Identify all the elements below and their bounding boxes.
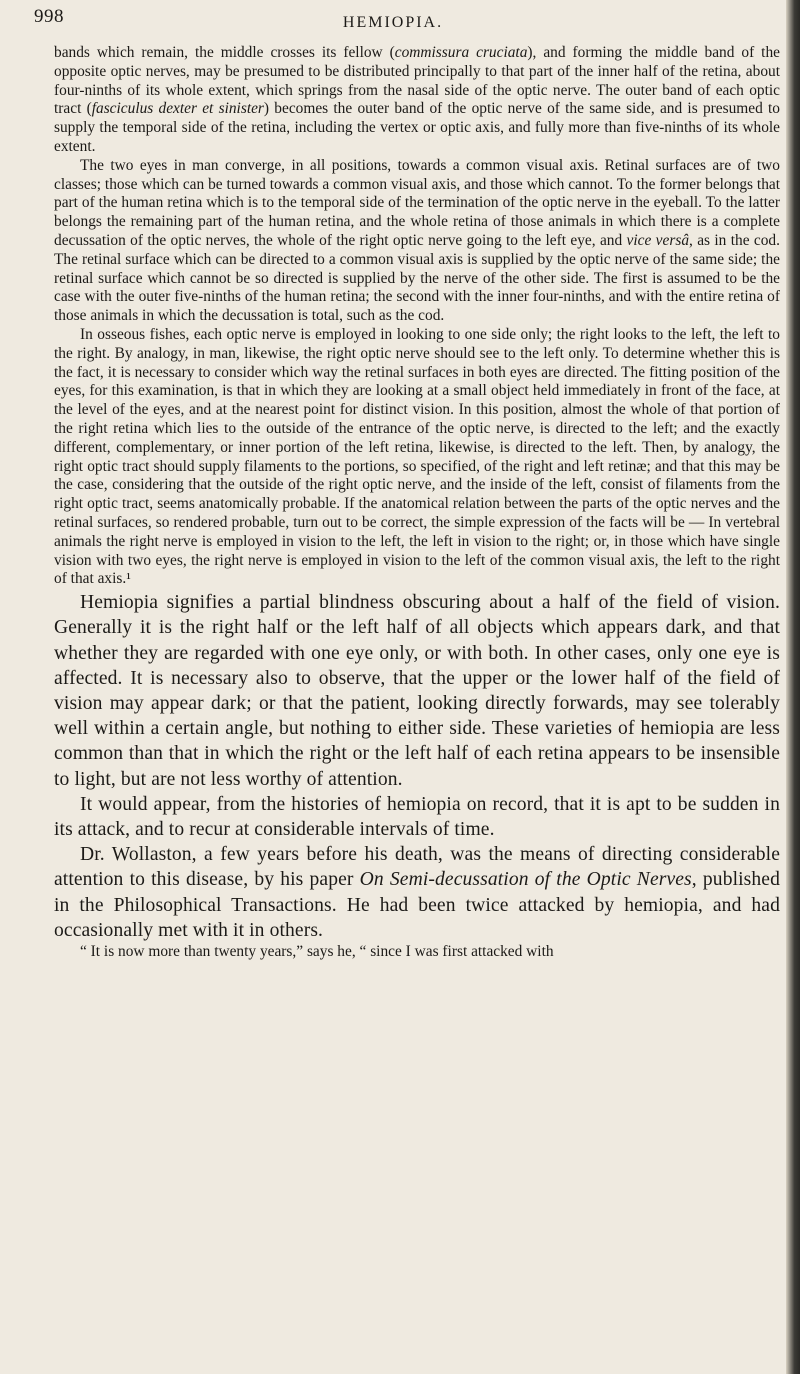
paragraph: Dr. Wollaston, a few years before his death, was the means of directing considerable attention to this disease, by his paper On Semi-decussation of the Optic Nerves, published in the Philosophical Transactions. He had been twice attacked by hemiopia, and had occasionally met with it in others.	[54, 844, 780, 941]
page-number: 998	[34, 6, 64, 27]
page-edge-shadow	[786, 0, 800, 1374]
page-header	[0, 6, 786, 40]
paragraph: In osseous fishes, each optic nerve is employed in looking to one side only; the right looks to the left, the left to the right. By analogy, in man, likewise, the right optic nerve should see to the left only. To determine whether this is the fact, it is necessary to consider which way the retinal surfaces in both eyes are directed. The fitting position of the eyes, for this examination, is that in which they are looking at a small object held immediately in front of the face, at the level of the eyes, and at the nearest point for distinct vision. In this position, almost the whole of that portion of the right retina which lies to the outside of the entrance of the optic nerve, is directed to the left; and the exactly different, complementary, or inner portion of the left retina, likewise, is directed to the left. Then, by analogy, the right optic tract should supply filaments to the portions, so specified, of the right and left retinæ; and that this may be the case, considering that the outside of the right optic nerve, and the inside of the left, consist of filaments from the right optic tract, seems anatomically probable. If the anatomical relation between the parts of the optic nerves and the retinal surfaces, so rendered probable, turn out to be correct, the simple expression of the facts will be — In vertebral animals the right nerve is employed in vision to the left, the left in vision to the right; or, in those which have single vision with two eyes, the right nerve is employed in vision to the left of the common visual axis, the left to the right of that axis.¹	[54, 325, 780, 588]
large-type-section	[54, 590, 780, 943]
paragraph: The two eyes in man converge, in all positions, towards a common visual axis. Retinal surfaces are of two classes; those which can be turned towards a common visual axis, and those which cannot. To the former belongs that part of the human retina which is to the temporal side of the termination of the optic nerve in the eyeball. To the latter belongs the remaining part of the human retina, and the whole retina of those animals in which there is a complete decussation of the optic nerves, the whole of the right optic nerve going to the left eye, and vice versâ, as in the cod. The retinal surface which can be directed to a common visual axis is supplied by the optic nerve of the same side; the retinal surface which cannot be so directed is supplied by the nerve of the other side. The first is assumed to be the case with the outer five-ninths of the human retina; the second with the inner four-ninths, and with the entire retina of those animals in which the decussation is total, such as the cod.	[54, 156, 780, 325]
page-body	[54, 44, 780, 961]
paragraph: It would appear, from the histories of hemiopia on record, that it is apt to be sudden in its attack, and to recur at considerable intervals of time.	[54, 793, 780, 840]
paragraph: bands which remain, the middle crosses its fellow (commissura cruciata), and forming the middle band of the opposite optic nerves, may be presumed to be distributed principally to that part of the inner half of the retina, about four-ninths of its whole extent, which springs from the nasal side of the optic nerve. The outer band of each optic tract (fasciculus dexter et sinister) becomes the outer band of the optic nerve of the same side, and is presumed to supply the temporal side of the retina, including the vertex or optic axis, and fully more than five-ninths of its whole extent.	[54, 44, 780, 155]
small-type-section	[54, 44, 780, 589]
paragraph: Hemiopia signifies a partial blindness obscuring about a half of the field of vision. Generally it is the right half or the left half of all objects which appears dark, and that whether they are regarded with one eye only, or with both. In other cases, only one eye is affected. It is necessary also to observe, that the upper or the lower half of the field of vision may appear dark; or that the patient, looking directly forwards, may see tolerably well within a certain angle, but nothing to either side. These varieties of hemiopia are less common than that in which the right or the left half of each retina appears to be insensible to light, but are not less worthy of attention.	[54, 592, 780, 790]
quotation: “ It is now more than twenty years,” says he, “ since I was first attacked with	[80, 942, 554, 960]
running-head: HEMIOPIA.	[342, 14, 444, 31]
